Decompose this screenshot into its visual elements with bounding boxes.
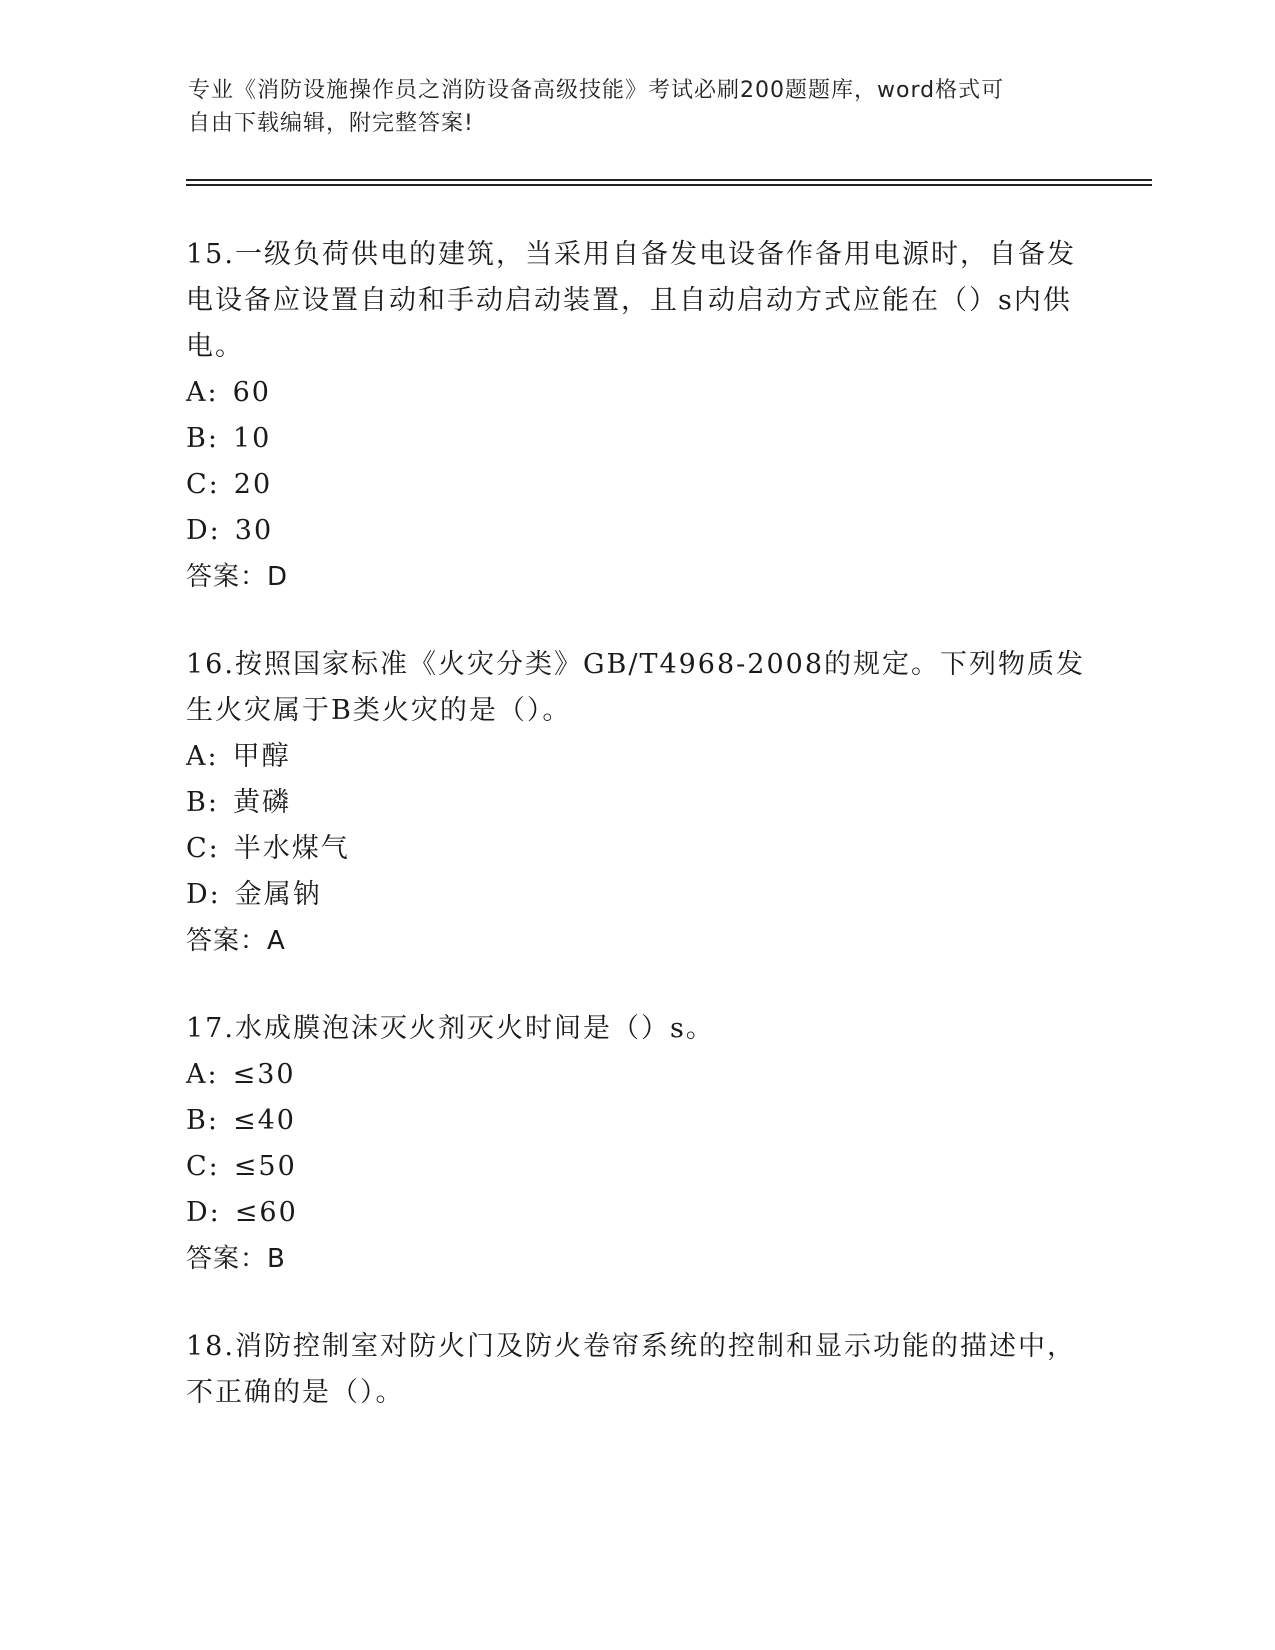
answer-line: 答案：B bbox=[186, 1244, 286, 1274]
option-text: ≤30 bbox=[232, 1059, 296, 1090]
answer-line: 答案：A bbox=[186, 926, 286, 956]
option-c: C: 半水煤气 bbox=[186, 826, 1086, 872]
option-letter: C bbox=[186, 833, 209, 864]
answer-line: 答案：D bbox=[186, 562, 289, 592]
option-text: 10 bbox=[232, 423, 272, 454]
option-text: ≤60 bbox=[234, 1197, 298, 1228]
option-letter: A bbox=[186, 1059, 208, 1090]
option-letter: B bbox=[186, 1105, 208, 1136]
option-letter: D bbox=[186, 879, 210, 910]
question-15 bbox=[186, 232, 1086, 600]
option-text: 甲醇 bbox=[232, 741, 291, 772]
question-16 bbox=[186, 642, 1086, 964]
option-letter: B bbox=[186, 787, 208, 818]
option-text: 半水煤气 bbox=[233, 833, 350, 864]
option-a: A: ≤30 bbox=[186, 1052, 1086, 1098]
option-letter: D bbox=[186, 1197, 210, 1228]
option-letter: B bbox=[186, 423, 208, 454]
option-text: ≤40 bbox=[232, 1105, 296, 1136]
option-text: 黄磷 bbox=[232, 787, 291, 818]
header-divider-bottom bbox=[186, 184, 1152, 186]
question-text: 16.按照国家标准《火灾分类》GB/T4968-2008的规定。下列物质发生火灾属于B类火灾的是（）。 bbox=[186, 649, 1086, 726]
option-text: 30 bbox=[234, 515, 274, 546]
option-text: 金属钠 bbox=[234, 879, 322, 910]
question-text: 18.消防控制室对防火门及防火卷帘系统的控制和显示功能的描述中，不正确的是（）。 bbox=[186, 1331, 1076, 1408]
option-b: B: 黄磷 bbox=[186, 780, 1086, 826]
option-letter: C bbox=[186, 469, 209, 500]
option-letter: A bbox=[186, 377, 208, 408]
question-17 bbox=[186, 1006, 1086, 1282]
document-header bbox=[188, 74, 1088, 140]
option-c: C: 20 bbox=[186, 462, 1086, 508]
question-text: 15.一级负荷供电的建筑，当采用自备发电设备作备用电源时，自备发电设备应设置自动和手动启动装置，且自动启动方式应能在（）s内供电。 bbox=[186, 239, 1076, 362]
option-letter: A bbox=[186, 741, 208, 772]
option-b: B: ≤40 bbox=[186, 1098, 1086, 1144]
option-text: 60 bbox=[232, 377, 271, 408]
option-a: A: 甲醇 bbox=[186, 734, 1086, 780]
option-d: D: ≤60 bbox=[186, 1190, 1086, 1236]
option-text: 20 bbox=[233, 469, 273, 500]
header-divider-top bbox=[186, 179, 1152, 181]
option-b: B: 10 bbox=[186, 416, 1086, 462]
option-letter: D bbox=[186, 515, 210, 546]
option-a: A: 60 bbox=[186, 370, 1086, 416]
question-text: 17.水成膜泡沫灭火剂灭火时间是（）s。 bbox=[186, 1013, 715, 1044]
option-d: D: 金属钠 bbox=[186, 872, 1086, 918]
question-18 bbox=[186, 1324, 1086, 1416]
option-text: ≤50 bbox=[233, 1151, 297, 1182]
option-d: D: 30 bbox=[186, 508, 1086, 554]
header-line-1: 专业《消防设施操作员之消防设备高级技能》考试必刷200题题库，word格式可 bbox=[188, 78, 1005, 103]
header-line-2: 自由下载编辑，附完整答案! bbox=[188, 111, 474, 136]
option-c: C: ≤50 bbox=[186, 1144, 1086, 1190]
option-letter: C bbox=[186, 1151, 209, 1182]
